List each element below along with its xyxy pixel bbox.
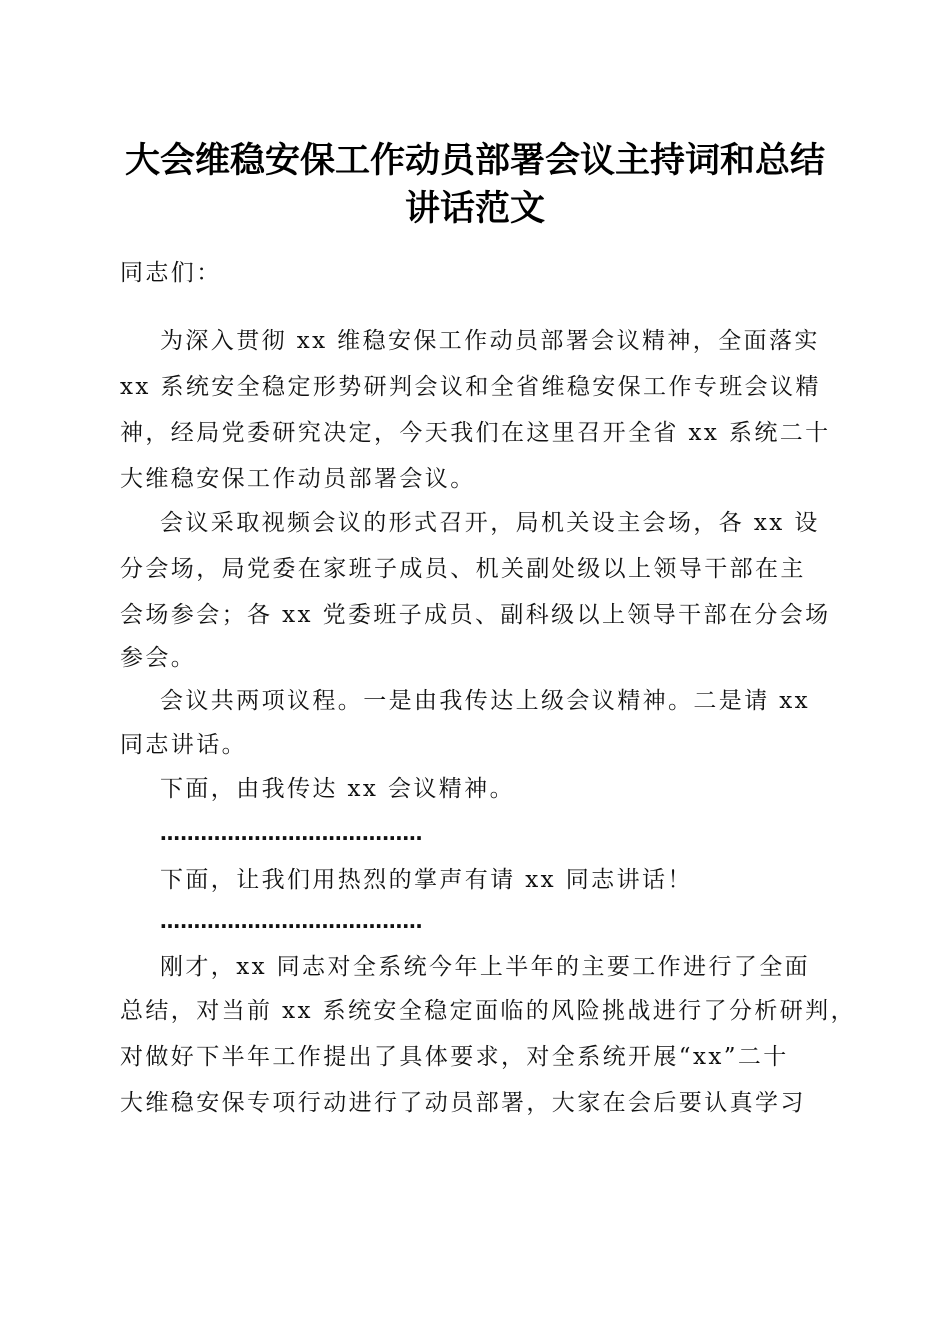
- paragraph-1-line-1: 为深入贯彻 xx 维稳安保工作动员部署会议精神，全面落实: [160, 328, 820, 354]
- paragraph-6-line-3: 对做好下半年工作提出了具体要求，对全系统开展“xx”二十: [120, 1044, 789, 1070]
- paragraph-4-line-1: 下面，由我传达 xx 会议精神。: [160, 776, 515, 802]
- paragraph-1-line-4: 大维稳安保工作动员部署会议。: [120, 466, 476, 492]
- paragraph-3-line-1: 会议共两项议程。一是由我传达上级会议精神。二是请 xx: [160, 688, 811, 714]
- paragraph-1-line-2: xx 系统安全稳定形势研判会议和全省维稳安保工作专班会议精: [120, 374, 821, 400]
- paragraph-6-line-1: 刚才，xx 同志对全系统今年上半年的主要工作进行了全面: [160, 954, 811, 980]
- paragraph-2-line-3: 会场参会；各 xx 党委班子成员、副科级以上领导干部在分会场: [120, 602, 831, 628]
- paragraph-2-line-1: 会议采取视频会议的形式召开，局机关设主会场，各 xx 设: [160, 510, 820, 536]
- paragraph-1-line-3: 神，经局党委研究决定，今天我们在这里召开全省 xx 系统二十: [120, 420, 831, 446]
- paragraph-2-line-2: 分会场，局党委在家班子成员、机关副处级以上领导干部在主: [120, 556, 806, 582]
- document-title-line-2: 讲话范文: [404, 188, 545, 229]
- paragraph-2-line-4: 参会。: [120, 645, 197, 671]
- ellipsis-separator-2: …………………………………: [160, 909, 423, 933]
- paragraph-5-line-1: 下面，让我们用热烈的掌声有请 xx 同志讲话！: [160, 867, 693, 893]
- salutation: 同志们：: [120, 260, 222, 286]
- paragraph-6-line-2: 总结，对当前 xx 系统安全稳定面临的风险挑战进行了分析研判，: [120, 998, 856, 1024]
- document-title-line-1: 大会维稳安保工作动员部署会议主持词和总结: [124, 140, 825, 181]
- ellipsis-separator-1: …………………………………: [160, 821, 423, 845]
- paragraph-3-line-2: 同志讲话。: [120, 732, 247, 758]
- paragraph-6-line-4: 大维稳安保专项行动进行了动员部署，大家在会后要认真学习: [120, 1090, 806, 1116]
